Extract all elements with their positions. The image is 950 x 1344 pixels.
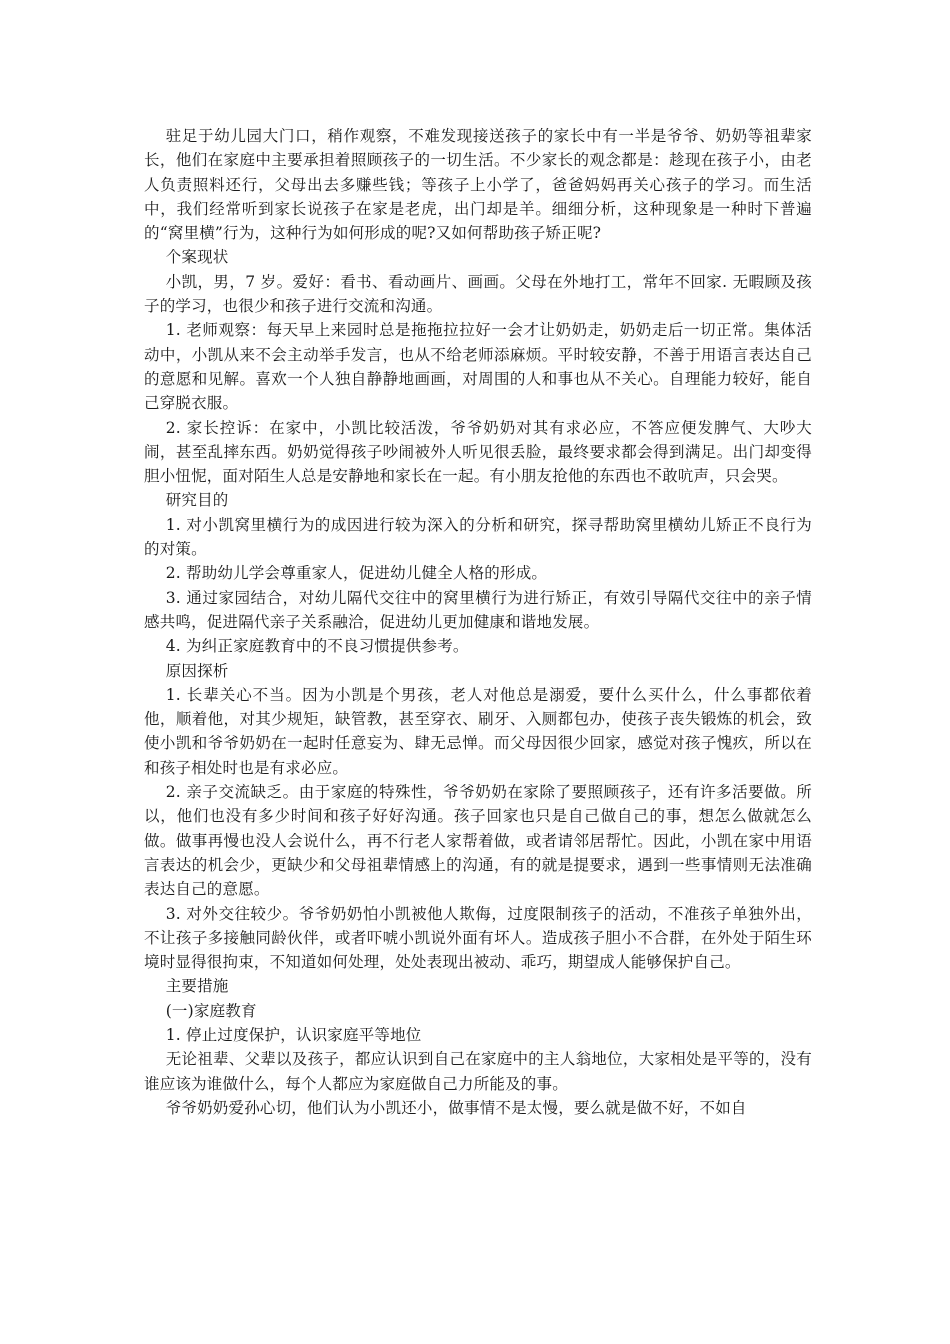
paragraph-cause-3: 3. 对外交往较少。爷爷奶奶怕小凯被他人欺侮，过度限制孩子的活动，不准孩子单独外出，不让孩子多接触同龄伙伴，或者吓唬小凯说外面有坏人。造成孩子胆小不合群，在外处于陌生环境时显得很拘束，不知道如何处理，处处表现出被动、乖巧，期望成人能够保护自己。 bbox=[144, 904, 812, 972]
section-heading-research-purpose: 研究目的 bbox=[165, 491, 229, 510]
section-heading-cause-analysis: 原因探析 bbox=[165, 661, 229, 680]
paragraph-purpose-2: 2. 帮助幼儿学会尊重家人，促进幼儿健全人格的形成。 bbox=[165, 564, 548, 583]
paragraph-grandparents: 爷爷奶奶爱孙心切，他们认为小凯还小，做事情不是太慢，要么就是做不好，不如自 bbox=[165, 1098, 747, 1117]
paragraph-measure-1-title: 1. 停止过度保护，认识家庭平等地位 bbox=[165, 1025, 422, 1044]
paragraph-purpose-4: 4. 为纠正家庭教育中的不良习惯提供参考。 bbox=[165, 637, 469, 656]
paragraph-measure-1-body: 无论祖辈、父辈以及孩子，都应认识到自己在家庭中的主人翁地位，大家相处是平等的，没有谁应该为谁做什么，每个人都应为家庭做自己力所能及的事。 bbox=[144, 1050, 812, 1093]
paragraph-cause-1: 1. 长辈关心不当。因为小凯是个男孩，老人对他总是溺爱，要什么买什么，什么事都依着他，顺着他，对其少规矩，缺管教，甚至穿衣、刷牙、入厕都包办，使孩子丧失锻炼的机会，致使小凯和爷爷奶奶在一起时任意妄为、肆无忌惮。而父母因很少回家，感觉对孩子愧疚，所以在和孩子相处时也是有求必应。 bbox=[144, 685, 812, 777]
paragraph-purpose-1: 1. 对小凯窝里横行为的成因进行较为深入的分析和研究，探寻帮助窝里横幼儿矫正不良行为的对策。 bbox=[144, 515, 812, 559]
paragraph-purpose-3: 3. 通过家园结合，对幼儿隔代交往中的窝里横行为进行矫正，有效引导隔代交往中的亲子情感共鸣，促进隔代亲子关系融洽，促进幼儿更加健康和谐地发展。 bbox=[144, 588, 812, 631]
paragraph-teacher-observation: 1. 老师观察：每天早上来园时总是拖拖拉拉好一会才让奶奶走，奶奶走后一切正常。集体活动中，小凯从来不会主动举手发言，也从不给老师添麻烦。平时较安静，不善于用语言表达自己的意愿和见解。喜欢一个人独自静静地画画，对周围的人和事也从不关心。自理能力较好，能自己穿脱衣服。 bbox=[144, 321, 812, 413]
paragraph-parent-complaint: 2. 家长控诉：在家中，小凯比较活泼，爷爷奶奶对其有求必应，不答应便发脾气、大吵大闹，甚至乱摔东西。奶奶觉得孩子吵闹被外人听见很丢脸，最终要求都会得到满足。出门却变得胆小忸怩，面对陌生人总是安静地和家长在一起。有小朋友抢他的东西也不敢吭声，只会哭。 bbox=[144, 418, 812, 486]
section-heading-main-measures: 主要措施 bbox=[165, 977, 229, 996]
paragraph-cause-2: 2. 亲子交流缺乏。由于家庭的特殊性，爷爷奶奶在家除了要照顾孩子，还有许多活要做。所以，他们也没有多少时间和孩子好好沟通。孩子回家也只是自己做自己的事，想怎么做就怎么做。做事再慢也没人会说什么，再不行老人家帮着做，或者请邻居帮忙。因此，小凯在家中用语言表达的机会少，更缺少和父母祖辈情感上的沟通，有的就是提要求，遇到一些事情则无法准确表达自己的意愿。 bbox=[144, 783, 812, 899]
paragraph-intro: 驻足于幼儿园大门口，稍作观察，不难发现接送孩子的家长中有一半是爷爷、奶奶等祖辈家长，他们在家庭中主要承担着照顾孩子的一切生活。不少家长的观念都是：趁现在孩子小，由老人负责照料还行，父母出去多赚些钱；等孩子上小学了，爸爸妈妈再关心孩子的学习。而生活中，我们经常听到家长说孩子在家是老虎，出门却是羊。细细分析，这种现象是一种时下普遍的“窝里横”行为，这种行为如何形成的呢?又如何帮助孩子矫正呢? bbox=[144, 127, 812, 243]
paragraph-case-profile: 小凯，男，7 岁。爱好：看书、看动画片、画画。父母在外地打工，常年不回家. 无暇顾及孩子的学习，也很少和孩子进行交流和沟通。 bbox=[144, 272, 812, 316]
section-heading-case-status: 个案现状 bbox=[165, 248, 229, 267]
document-page bbox=[144, 124, 812, 1120]
subsection-heading-family-education: (一)家庭教育 bbox=[165, 1001, 257, 1020]
